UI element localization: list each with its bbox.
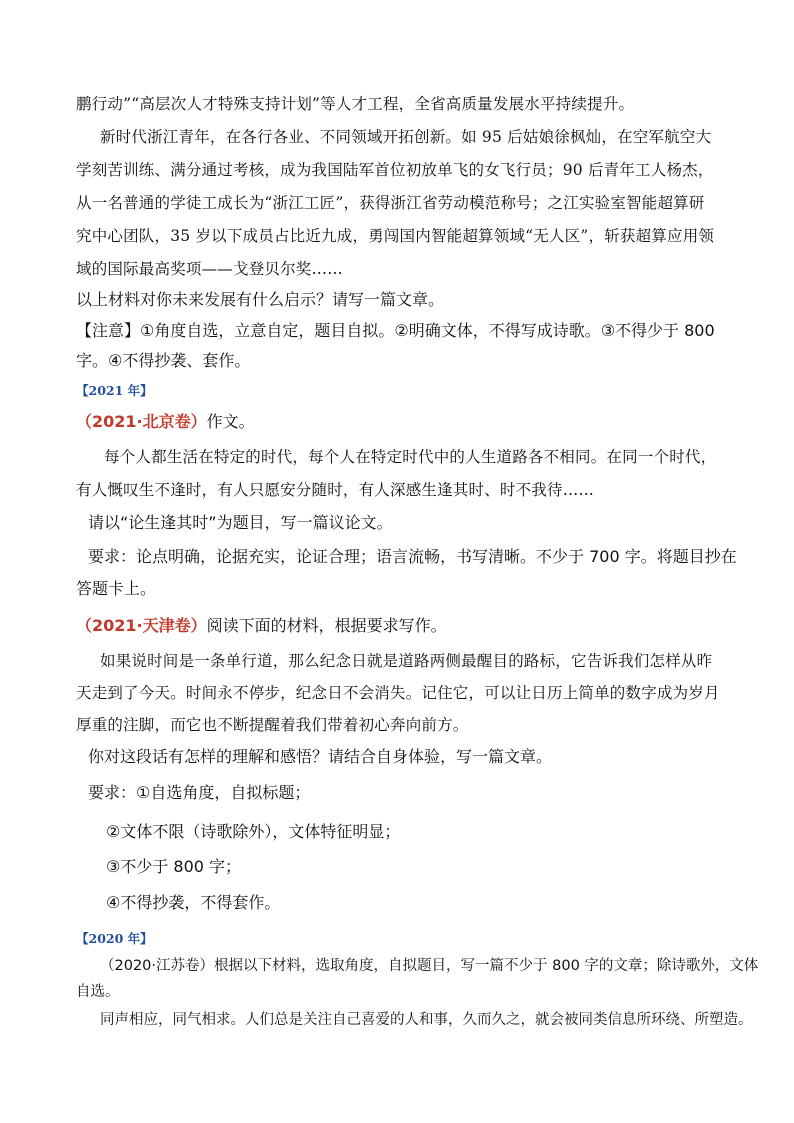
jiangsu-line-2: 自选。 xyxy=(76,984,120,1000)
material-line-1: 鹏行动”“高层次人才特殊支持计划”等人才工程，全省高质量发展水平持续提升。 xyxy=(76,95,635,113)
beijing-requirement-1: 要求：论点明确，论据充实，论证合理；语言流畅，书写清晰。不少于 700 字。将题目抄在 xyxy=(88,547,737,566)
beijing-material-2: 有人慨叹生不逢时，有人只愿安分随时，有人深感生逢其时、时不我待…… xyxy=(76,481,595,499)
material-line-4: 从一名普通的学徒工成长为“浙江工匠”，获得浙江省劳动模范称号；之江实验室智能超算研 xyxy=(76,194,705,212)
jiangsu-line-1: （2020·江苏卷）根据以下材料，选取角度，自拟题目，写一篇不少于 800 字的文章；除诗歌外，文体 xyxy=(100,958,759,974)
tianjin-source: （2021·天津卷） xyxy=(76,616,207,635)
material-line-5: 究中心团队，35 岁以下成员占比近九成，勇闯国内智能超算领域“无人区”，斩获超算应用领 xyxy=(76,227,715,245)
tianjin-requirement-2: ②文体不限（诗歌除外），文体特征明显； xyxy=(106,822,401,841)
beijing-title-suffix: 作文。 xyxy=(206,412,255,431)
beijing-material-1: 每个人都生活在特定的时代，每个人在特定时代中的人生道路各不相同。在同一个时代， xyxy=(104,448,717,466)
beijing-source: （2021·北京卷） xyxy=(76,412,207,431)
notice-line-1: 【注意】①角度自选，立意自定，题目自拟。②明确文体，不得写成诗歌。③不得少于 800 xyxy=(76,321,715,340)
material-line-3: 学刻苦训练、满分通过考核，成为我国陆军首位初放单飞的女飞行员；90 后青年工人杨杰， xyxy=(76,161,714,179)
material-line-6: 域的国际最高奖项——戈登贝尔奖…… xyxy=(76,260,343,278)
year-heading-2020: 【2020 年】 xyxy=(76,931,153,946)
year-heading-2021: 【2021 年】 xyxy=(76,383,153,398)
beijing-requirement-2: 答题卡上。 xyxy=(76,579,157,598)
material-line-2: 新时代浙江青年，在各行各业、不同领域开拓创新。如 95 后姑娘徐枫灿，在空军航空大 xyxy=(100,128,712,146)
tianjin-material-1: 如果说时间是一条单行道，那么纪念日就是道路两侧最醒目的路标，它告诉我们怎样从昨 xyxy=(100,652,713,670)
tianjin-requirement-4: ④不得抄袭，不得套作。 xyxy=(106,893,281,912)
tianjin-requirement-1: 要求：①自选角度，自拟标题； xyxy=(88,783,311,802)
tianjin-requirement-3: ③不少于 800 字； xyxy=(106,857,242,876)
tianjin-heading xyxy=(76,616,447,635)
tianjin-material-2: 天走到了今天。时间永不停步，纪念日不会消失。记住它，可以让日历上简单的数字成为岁月 xyxy=(76,684,720,702)
tianjin-title-suffix: 阅读下面的材料，根据要求写作。 xyxy=(206,616,447,635)
jiangsu-line-3: 同声相应，同气相求。人们总是关注自己喜爱的人和事，久而久之，就会被同类信息所环绕、所塑造。 xyxy=(100,1012,753,1028)
beijing-task: 请以“论生逢其时”为题目，写一篇议论文。 xyxy=(88,513,393,532)
tianjin-task: 你对这段话有怎样的理解和感悟？请结合自身体验，写一篇文章。 xyxy=(88,747,553,766)
tianjin-material-3: 厚重的注脚，而它也不断提醒着我们带着初心奔向前方。 xyxy=(76,716,469,734)
prompt-text: 以上材料对你未来发展有什么启示？请写一篇文章。 xyxy=(76,290,445,309)
notice-line-2: 字。④不得抄袭、套作。 xyxy=(76,351,251,370)
beijing-heading xyxy=(76,412,255,431)
